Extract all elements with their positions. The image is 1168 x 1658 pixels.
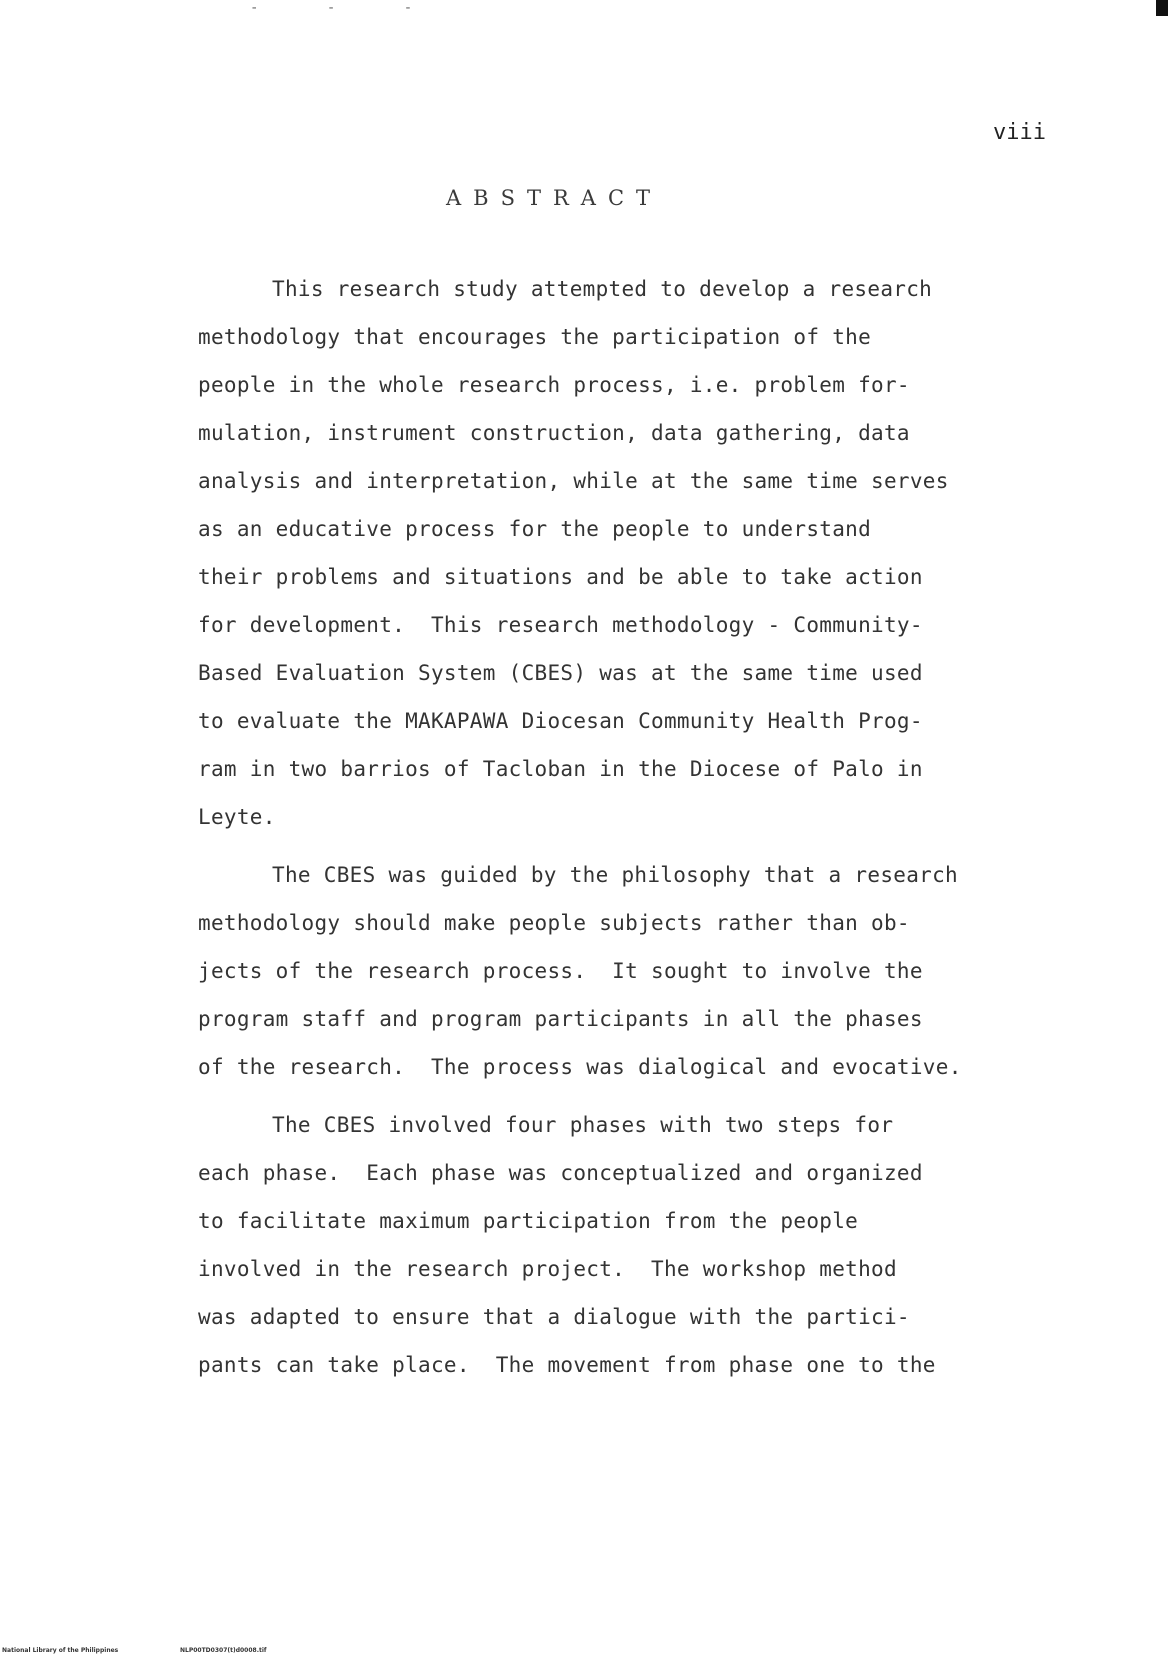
text-line: mulation, instrument construction, data gathering, data	[198, 421, 910, 445]
text-line: The CBES was guided by the philosophy that a research	[272, 863, 958, 887]
paragraph-3	[198, 1101, 1078, 1389]
text-line: as an educative process for the people to understand	[198, 517, 872, 541]
text-line: This research study attempted to develop a research	[272, 277, 933, 301]
text-line: to facilitate maximum participation from the people	[198, 1209, 859, 1233]
footer-file-id: NLP00TD0307(t)d0008.tif	[180, 1647, 267, 1654]
text-line: each phase. Each phase was conceptualized and organized	[198, 1161, 923, 1185]
text-line: program staff and program participants in all the phases	[198, 1007, 923, 1031]
text-line: analysis and interpretation, while at the same time serves	[198, 469, 949, 493]
text-line: of the research. The process was dialogical and evocative.	[198, 1055, 962, 1079]
scan-top-marks: - - -	[250, 0, 443, 16]
text-line: Leyte.	[198, 805, 276, 829]
text-line: pants can take place. The movement from phase one to the	[198, 1353, 936, 1377]
abstract-body	[198, 265, 1078, 1399]
text-line: was adapted to ensure that a dialogue with the partici-	[198, 1305, 910, 1329]
abstract-title: ABSTRACT	[446, 186, 663, 210]
text-line: their problems and situations and be able to take action	[198, 565, 923, 589]
footer-library-name: National Library of the Philippines	[2, 1647, 119, 1654]
text-line: jects of the research process. It sought to involve the	[198, 959, 923, 983]
paragraph-1	[198, 265, 1078, 841]
text-line: methodology should make people subjects rather than ob-	[198, 911, 910, 935]
text-line: The CBES involved four phases with two steps for	[272, 1113, 894, 1137]
scan-corner-mark	[1156, 0, 1168, 16]
text-line: for development. This research methodology - Community-	[198, 613, 923, 637]
text-line: people in the whole research process, i.e. problem for-	[198, 373, 910, 397]
text-line: to evaluate the MAKAPAWA Diocesan Community Health Prog-	[198, 709, 923, 733]
text-line: ram in two barrios of Tacloban in the Diocese of Palo in	[198, 757, 923, 781]
text-line: involved in the research project. The workshop method	[198, 1257, 897, 1281]
paragraph-2	[198, 851, 1078, 1091]
page-number: viii	[993, 120, 1046, 145]
text-line: Based Evaluation System (CBES) was at the same time used	[198, 661, 923, 685]
text-line: methodology that encourages the participation of the	[198, 325, 872, 349]
